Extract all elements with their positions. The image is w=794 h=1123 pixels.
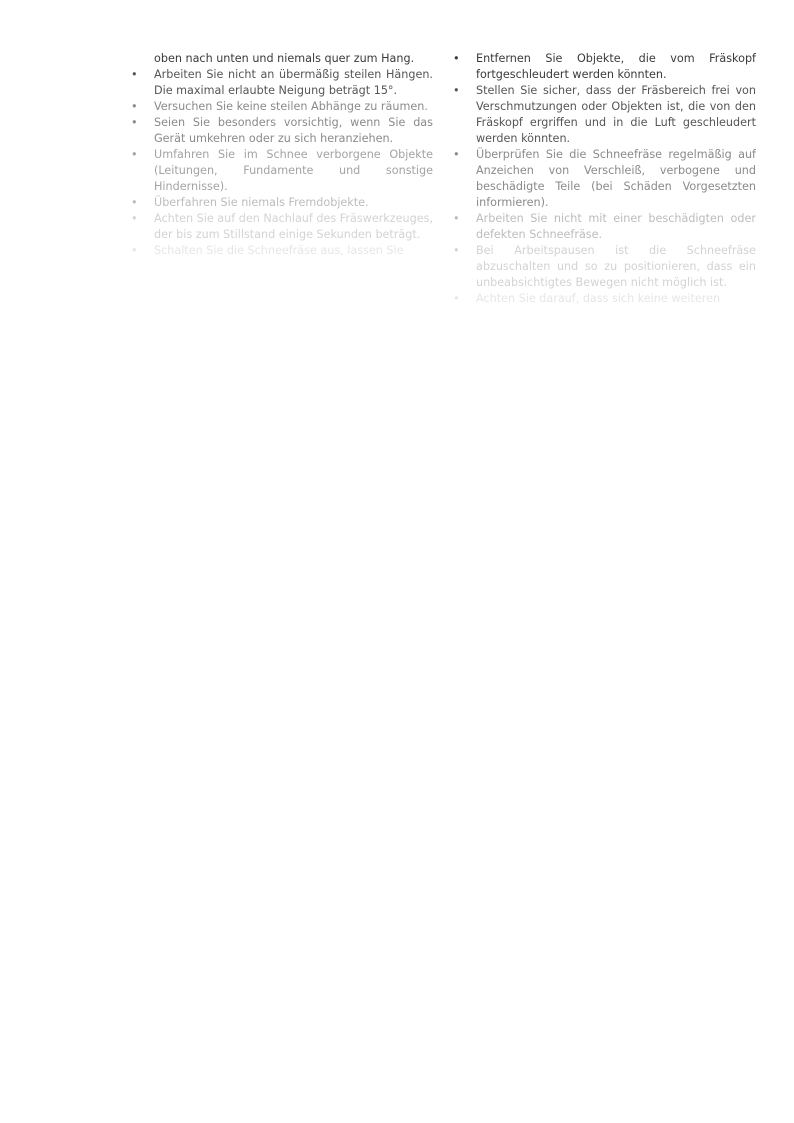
bullet-icon: • [131, 116, 138, 129]
bullet-icon: • [131, 100, 138, 113]
bullet-icon: • [131, 148, 138, 161]
bullet-icon: • [453, 52, 460, 65]
list-item: • Stellen Sie sicher, dass der Fräsbereich frei von Verschmutzungen oder Objekten ist, die von den Fräskopf ergriffen und in die Luft geschleudert werden könnten. [453, 84, 756, 145]
list-item: • Achten Sie auf den Nachlauf des Fräswerkzeuges, der bis zum Stillstand einige Sekunden beträgt. [131, 212, 433, 241]
left-column [131, 51, 433, 305]
list-item: • Entfernen Sie Objekte, die vom Fräskopf fortgeschleudert werden könnten. [453, 52, 756, 81]
list-item: • Seien Sie besonders vorsichtig, wenn Sie das Gerät umkehren oder zu sich heranziehen. [131, 116, 433, 145]
list-item: • Überfahren Sie niemals Fremdobjekte. [131, 196, 369, 209]
list-item: • Achten Sie darauf, dass sich keine weiteren [453, 292, 721, 305]
bullet-icon: • [453, 292, 460, 305]
bullet-icon: • [453, 244, 460, 257]
bullet-icon: • [453, 148, 460, 161]
list-item: • Arbeiten Sie nicht an übermäßig steilen Hängen. Die maximal erlaubte Neigung beträgt 15°. [131, 68, 433, 97]
bullet-icon: • [131, 244, 138, 257]
bullet-icon: • [131, 68, 138, 81]
right-column [453, 51, 756, 305]
bullet-icon: • [453, 84, 460, 97]
continuation-text: oben nach unten und niemals quer zum Hang. [154, 52, 415, 65]
bullet-icon: • [131, 196, 138, 209]
list-item: • Umfahren Sie im Schnee verborgene Objekte (Leitungen, Fundamente und sonstige Hindernisse). [131, 148, 433, 193]
bullet-icon: • [131, 212, 138, 225]
list-item: • Schalten Sie die Schneefräse aus, lassen Sie [131, 244, 404, 257]
left-bullet-list [131, 67, 433, 259]
list-item: • Versuchen Sie keine steilen Abhänge zu räumen. [131, 100, 428, 113]
list-item: • Überprüfen Sie die Schneefräse regelmäßig auf Anzeichen von Verschleiß, verbogene und beschädigte Teile (bei Schäden Vorgesetzten informieren). [453, 148, 756, 209]
list-item: • Arbeiten Sie nicht mit einer beschädigten oder defekten Schneefräse. [453, 212, 756, 241]
right-bullet-list [453, 51, 756, 305]
bullet-icon: • [453, 212, 460, 225]
list-item: • Bei Arbeitspausen ist die Schneefräse abzuschalten und so zu positionieren, dass ein unbeabsichtigtes Bewegen nicht möglich ist. [453, 244, 756, 289]
